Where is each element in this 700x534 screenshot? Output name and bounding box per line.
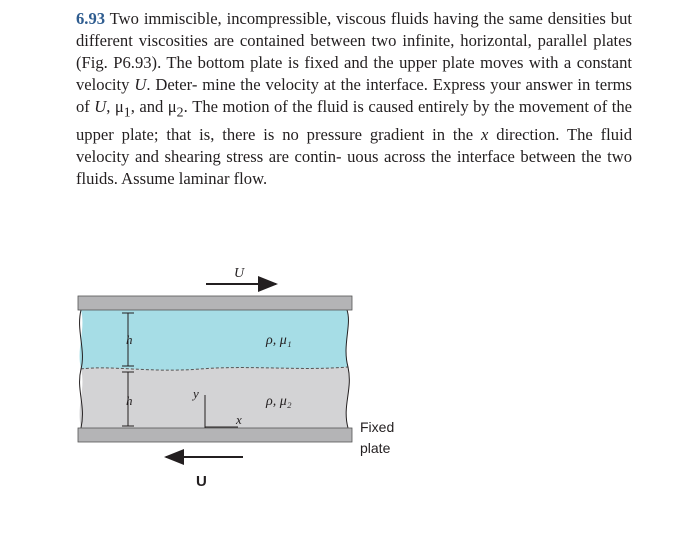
problem-line-5: mine the velocity at the interface. Express your answer in terms of: [76, 75, 632, 117]
y-axis-label: y: [193, 386, 199, 401]
bottom-velocity-label: U: [196, 473, 207, 490]
lower-height-label: h: [126, 393, 133, 408]
upper-fluid-label: ρ, μ₁: [266, 333, 292, 348]
subscript-2: 2: [176, 104, 184, 120]
problem-line-6b: , and μ: [130, 97, 177, 117]
problem-line-9: uous across the interface between the two fluids. Assume laminar: [76, 146, 632, 188]
problem-line-4a: fixed and the upper plate moves with a constant velocity: [76, 53, 632, 95]
problem-line-10: flow.: [233, 168, 268, 188]
velocity-symbol: U: [134, 75, 147, 95]
problem-line-8b: direction. The fluid velocity and shearing stress are contin-: [76, 124, 632, 166]
velocity-symbol: U: [94, 97, 107, 117]
problem-line-2: same densities but different viscosities are contained between two: [76, 9, 632, 51]
upper-height-label: h: [126, 332, 133, 347]
x-axis-label: x: [236, 412, 242, 427]
bottom-plate: [78, 428, 352, 442]
lower-fluid-layer: [80, 367, 350, 428]
problem-number: 6.93: [76, 9, 106, 28]
problem-line-1: Two immiscible, incompressible, viscous fluids having the: [109, 9, 504, 28]
upper-fluid-layer: [80, 310, 349, 370]
problem-line-4b: . Deter-: [146, 75, 198, 95]
problem-line-8a: in the: [432, 124, 482, 144]
upper-plate: [78, 296, 352, 310]
lower-fluid-label: ρ, μ₂: [266, 394, 292, 409]
problem-line-6a: , μ: [106, 97, 124, 117]
top-velocity-label: U: [234, 266, 245, 281]
fixed-plate-label-line1: Fixed: [360, 419, 395, 435]
fixed-plate-label-line2: plate: [360, 440, 391, 456]
problem-line-7: movement of the upper plate; that is, there is no pressure gradient: [76, 97, 632, 144]
problem-line-6c: . The motion of the fluid is caused entirely by the: [183, 97, 515, 117]
x-symbol: x: [481, 124, 489, 144]
problem-line-3: infinite, horizontal, parallel plates (Fig. P6.93). The bottom plate is: [76, 31, 632, 73]
subscript-1: 1: [123, 104, 131, 120]
